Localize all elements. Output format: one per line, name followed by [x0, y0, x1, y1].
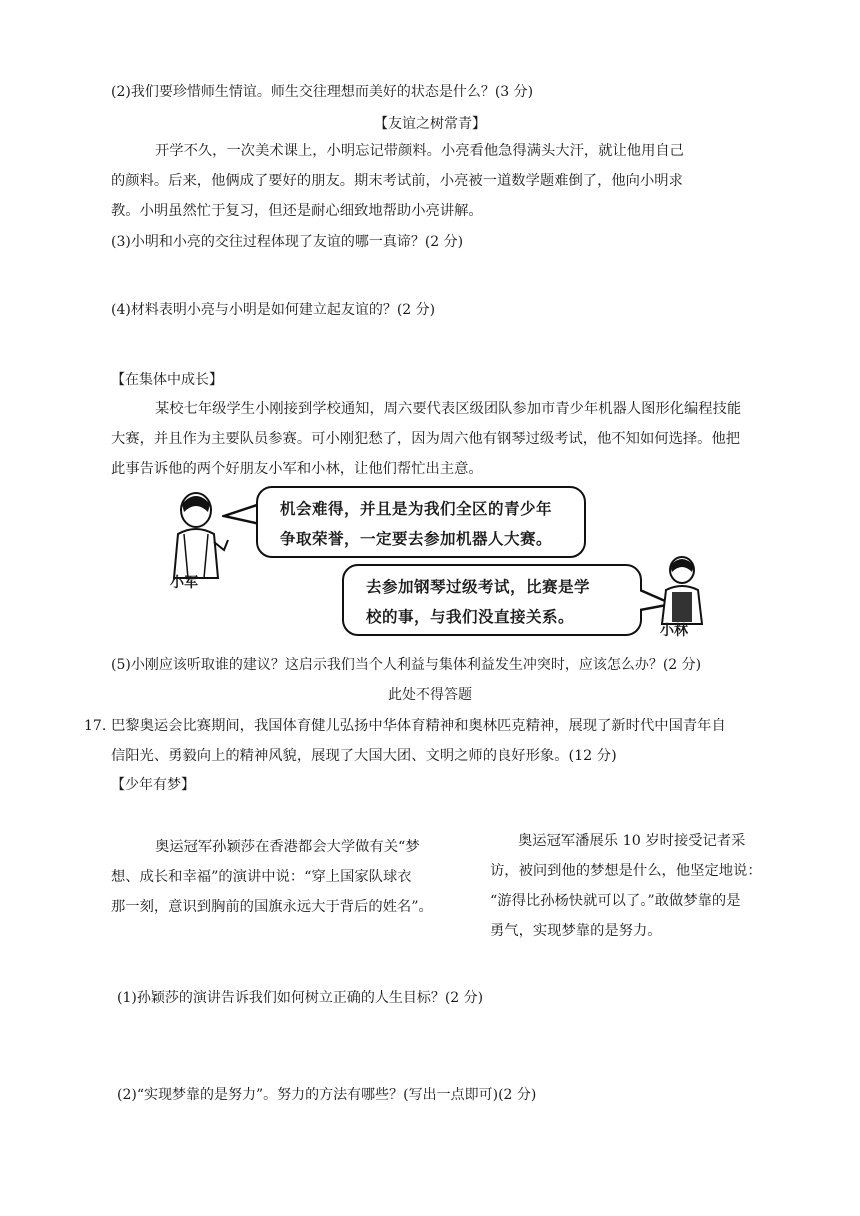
question-17-1: (1)孙颖莎的演讲告诉我们如何树立正确的人生目标？(2 分): [117, 990, 484, 1006]
sun-yingsha-quote: [111, 832, 481, 922]
pan-zhanle-quote: [490, 826, 790, 946]
stem-line: 巴黎奥运会比赛期间，我国体育健儿弘扬中华体育精神和奥林匹克精神，展现了新时代中国青年自: [111, 718, 726, 734]
no-answer-zone-notice: 此处不得答题: [388, 687, 472, 703]
question-4: (4)材料表明小亮与小明是如何建立起友谊的？(2 分): [111, 302, 436, 318]
xiaolin-name: 小林: [660, 623, 688, 639]
question-3: (3)小明和小亮的交往过程体现了友谊的哪一真谛？(2 分): [111, 234, 464, 250]
bubble-line: 去参加钢琴过级考试，比赛是学: [366, 577, 591, 596]
collective-heading: 【在集体中成长】: [111, 372, 223, 388]
xiaojun-name: 小军: [170, 575, 198, 591]
quote-line: 勇气，实现梦靠的是努力。: [490, 923, 662, 939]
para-line: 教。小明虽然忙于复习，但还是耐心细致地帮助小亮讲解。: [111, 203, 483, 219]
question-2: (2)我们要珍惜师生情谊。师生交往理想而美好的状态是什么？(3 分): [111, 84, 534, 100]
xiaojun-speech-bubble: [256, 486, 586, 558]
friendship-heading: 【友谊之树常青】: [374, 116, 486, 132]
quote-line: 想、成长和幸福”的演讲中说：“穿上国家队球衣: [111, 869, 412, 885]
quote-line: 奥运冠军孙颖莎在香港都会大学做有关“梦: [155, 839, 420, 855]
quote-line: 那一刻，意识到胸前的国旗永远大于背后的姓名”。: [111, 899, 433, 915]
para-line: 此事告诉他的两个好朋友小军和小林，让他们帮忙出主意。: [111, 461, 483, 477]
stem-line: 信阳光、勇毅向上的精神风貌，展现了大国大团、文明之师的良好形象。(12 分): [111, 748, 617, 764]
quote-line: “游得比孙杨快就可以了。”敢做梦靠的是: [490, 893, 741, 909]
bubble-line: 机会难得，并且是为我们全区的青少年: [280, 499, 553, 518]
quote-line: 访，被问到他的梦想是什么，他坚定地说：: [490, 863, 762, 879]
comic-illustration: [150, 486, 720, 646]
xiaolin-figure: [650, 554, 714, 626]
para-line: 开学不久，一次美术课上，小明忘记带颜料。小亮看他急得满头大汗，就让他用自己: [155, 143, 684, 159]
quote-line: 奥运冠军潘展乐 10 岁时接受记者采: [518, 833, 746, 849]
para-line: 的颜料。后来，他俩成了要好的朋友。期末考试前，小亮被一道数学题难倒了，他向小明求: [111, 173, 683, 189]
para-line: 某校七年级学生小刚接到学校通知，周六要代表区级团队参加市青少年机器人图形化编程技能: [155, 401, 742, 417]
xiaolin-speech-bubble: [342, 564, 642, 636]
question-17-number: 17.: [84, 718, 107, 734]
bubble-line: 争取荣誉，一定要去参加机器人大赛。: [280, 529, 553, 548]
bubble-line: 校的事，与我们没直接关系。: [366, 607, 575, 626]
question-17-stem: [111, 711, 791, 771]
collective-paragraph: [111, 394, 791, 484]
dream-heading: 【少年有梦】: [111, 777, 195, 793]
friendship-paragraph: [111, 136, 751, 226]
para-line: 大赛，并且作为主要队员参赛。可小刚犯愁了，因为周六他有钢琴过级考试，他不知如何选择。他把: [111, 431, 741, 447]
question-5: (5)小刚应该听取谁的建议？这启示我们当个人利益与集体利益发生冲突时，应该怎么办？(2 分): [111, 657, 702, 673]
question-17-2: (2)“实现梦靠的是努力”。努力的方法有哪些？(写出一点即可)(2 分): [117, 1087, 537, 1103]
